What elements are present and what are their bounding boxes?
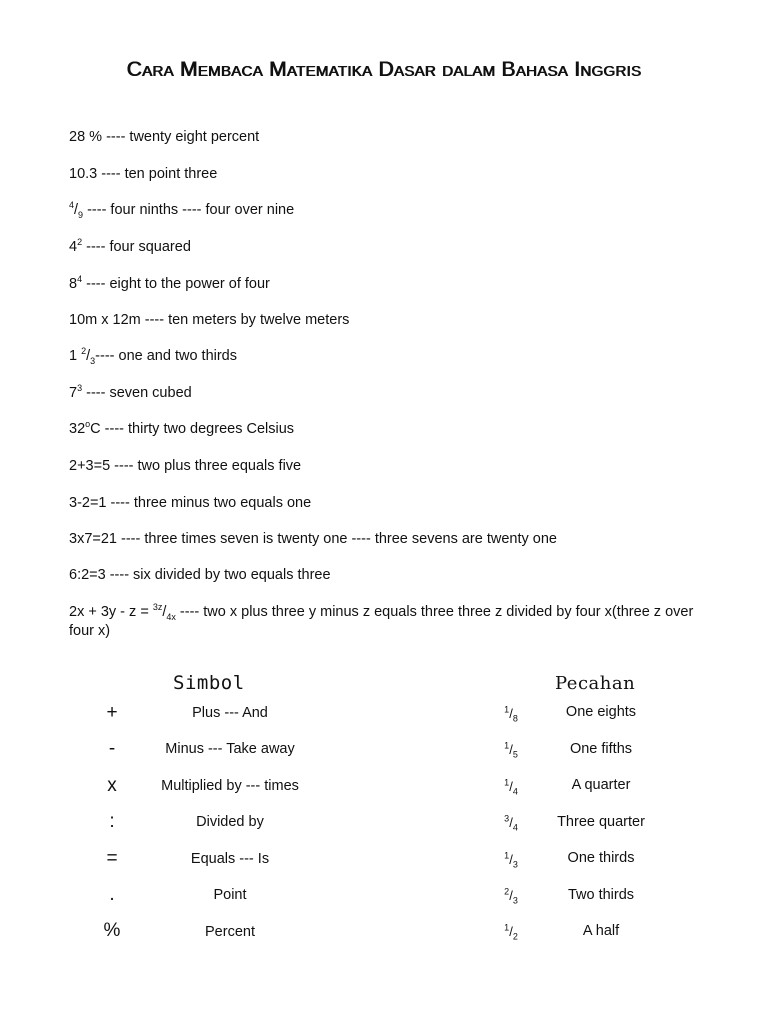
example-multiplication: 3x7=21 ---- three times seven is twenty one ---- three sevens are twenty one bbox=[69, 531, 557, 547]
symbol-percent: % bbox=[103, 920, 121, 941]
example-addition: 2+3=5 ---- two plus three equals five bbox=[69, 458, 302, 474]
symbol-desc: Percent bbox=[205, 924, 255, 940]
fraction-desc: Two thirds bbox=[567, 887, 635, 903]
example-power: $8^4$ ---- eight to the power of four bbox=[69, 274, 270, 292]
symbol-desc: Equals --- Is bbox=[190, 851, 270, 867]
simbol-heading: Simbol bbox=[173, 672, 245, 694]
fraction-desc: A quarter bbox=[571, 777, 631, 793]
fraction-desc: Three quarter bbox=[557, 814, 645, 830]
example-area: 10m x 12m ---- ten meters by twelve meters bbox=[69, 312, 350, 328]
page-title: Cara Membaca Matematika Dasar dalam Bahasa Inggris bbox=[126, 58, 642, 81]
example-degrees: 32$^o$C ---- thirty two degrees Celsius bbox=[69, 419, 295, 437]
pecahan-heading: Pecahan bbox=[555, 673, 636, 694]
symbol-point: . bbox=[109, 884, 115, 905]
fraction: $^1/_4$ bbox=[504, 777, 518, 797]
symbol-divide: : bbox=[109, 811, 115, 832]
fraction-desc: One fifths bbox=[569, 741, 633, 757]
fraction: $^1/_8$ bbox=[504, 704, 518, 724]
symbol-equals: = bbox=[106, 848, 118, 869]
symbol-desc: Multiplied by --- times bbox=[161, 778, 299, 794]
symbol-desc: Point bbox=[213, 887, 247, 903]
symbol-times: x bbox=[107, 775, 117, 796]
symbol-minus: - bbox=[108, 738, 116, 759]
fraction-desc: One thirds bbox=[567, 850, 635, 866]
example-subtraction: 3-2=1 ---- three minus two equals one bbox=[69, 495, 312, 511]
example-decimal: 10.3 ---- ten point three bbox=[69, 166, 218, 182]
fraction: $^3/_4$ bbox=[504, 813, 518, 833]
example-division: 6:2=3 ---- six divided by two equals three bbox=[69, 567, 331, 583]
fraction: $^1/_5$ bbox=[504, 740, 518, 760]
example-equation: $2x + 3y - z = ^{3z}/_{4x}$ ---- two x plus three y minus z equals three three z divided by four x(three z over four x) bbox=[69, 602, 694, 639]
fraction: $^1/_3$ bbox=[504, 850, 518, 870]
fraction-desc: One eights bbox=[565, 704, 637, 720]
example-mixed-fraction: 1 $^2/_3----$ one and two thirds bbox=[69, 346, 237, 366]
example-percent: 28 % ---- twenty eight percent bbox=[69, 129, 260, 145]
symbol-plus: + bbox=[106, 702, 118, 723]
symbol-desc: Divided by bbox=[196, 814, 264, 830]
fraction-desc: A half bbox=[582, 923, 620, 939]
example-cubed: $7^3$ ---- seven cubed bbox=[69, 383, 192, 401]
fraction: $^2/_3$ bbox=[504, 886, 518, 906]
symbol-desc: Plus --- And bbox=[192, 705, 268, 721]
symbol-desc: Minus --- Take away bbox=[165, 741, 295, 757]
example-fraction: $^4/_9$ ---- four ninths ---- four over nine bbox=[69, 200, 295, 220]
example-squared: $4^2$ ---- four squared bbox=[69, 237, 191, 255]
fraction: $^1/_2$ bbox=[504, 922, 518, 942]
